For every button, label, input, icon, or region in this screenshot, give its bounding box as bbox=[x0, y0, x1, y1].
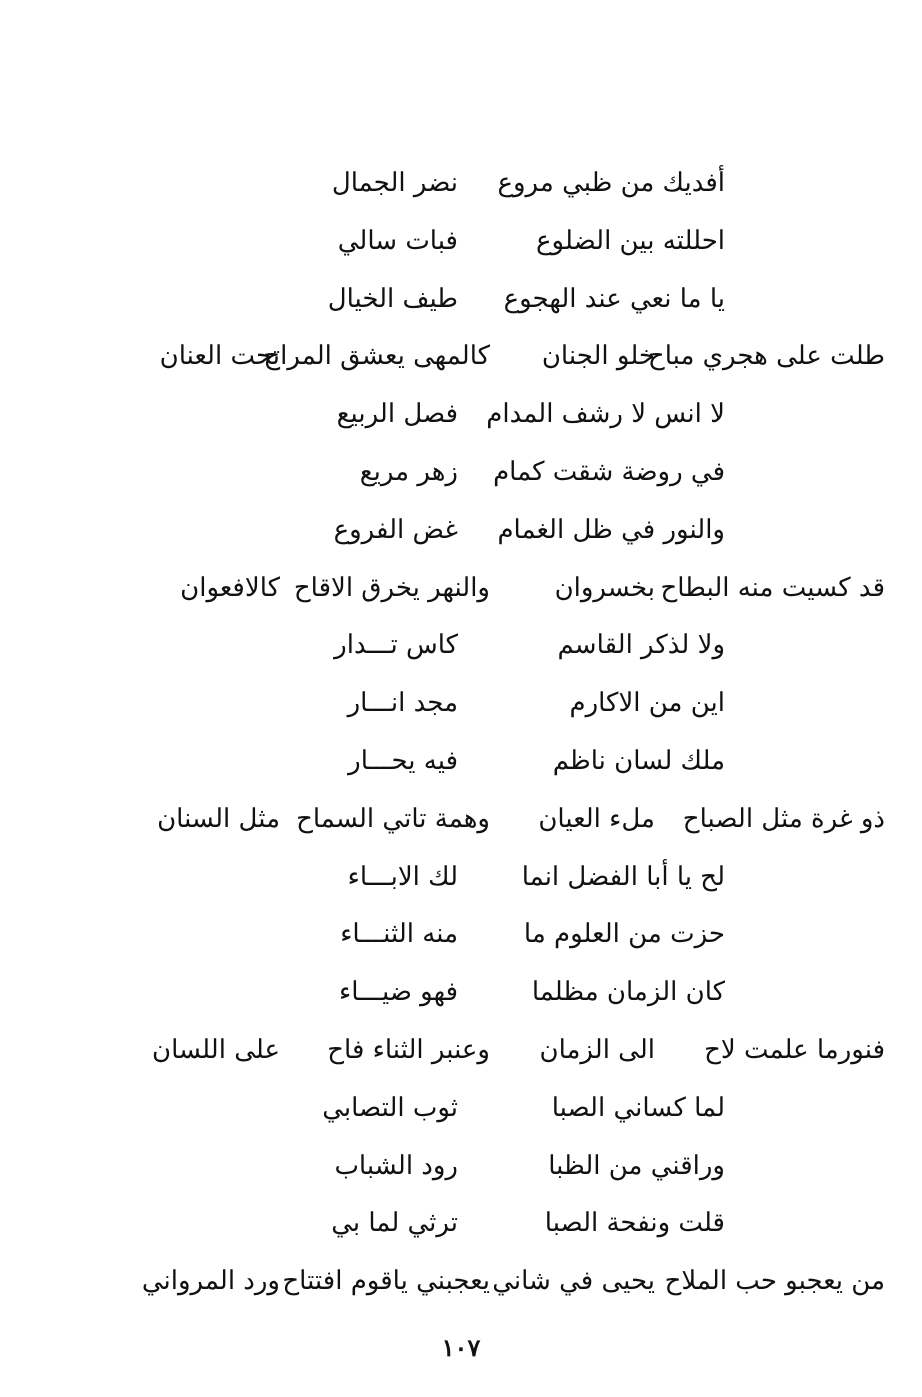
verse-segment: وعنبر الثناء فاح bbox=[327, 1035, 490, 1065]
verse-segment: طلت على هجري مباح bbox=[647, 341, 885, 372]
verse-segment: قلت ونفحة الصبا bbox=[544, 1208, 725, 1239]
verse-segment: وراقني من الظبا bbox=[548, 1150, 725, 1181]
verse-segment: زهر مريع bbox=[359, 457, 458, 487]
verse-segment: نضر الجمال bbox=[331, 168, 458, 198]
verse-segment: لما كساني الصبا bbox=[551, 1092, 725, 1123]
verse-segment: مجد انـــار bbox=[347, 688, 458, 719]
verse-segment: الى الزمان bbox=[539, 1035, 655, 1065]
verse-segment: فصل الربيع bbox=[336, 399, 458, 430]
verse-segment: فيه يحـــار bbox=[348, 746, 458, 776]
verse-segment: وهمة تاتي السماح bbox=[296, 803, 490, 834]
verse-segment: فنورما علمت لاح bbox=[704, 1035, 885, 1065]
verse-segment: قد كسيت منه البطاح bbox=[660, 572, 885, 603]
verse-segment: كالمهى يعشق المراح bbox=[263, 341, 490, 372]
verse-segment: يعجبني ياقوم افتتاح bbox=[282, 1266, 490, 1297]
verse-segment: يحيى في شاني bbox=[492, 1266, 655, 1297]
verse-segment: حزت من العلوم ما bbox=[523, 919, 725, 950]
verse-segment: غض الفروع bbox=[333, 514, 458, 545]
verse-segment: ولا لذكر القاسم bbox=[557, 630, 725, 661]
verse-segment: رود الشباب bbox=[334, 1150, 458, 1181]
verse-segment: يا ما نعي عند الهجوع bbox=[503, 283, 725, 314]
verse-segment: والنور في ظل الغمام bbox=[497, 514, 725, 545]
verse-segment: منه الثنـــاء bbox=[340, 919, 458, 950]
verse-segment: لح يا أبا الفضل انما bbox=[521, 861, 725, 892]
verse-segment: كان الزمان مظلما bbox=[531, 977, 725, 1008]
verse-segment: من يعجبو حب الملاح bbox=[664, 1266, 885, 1297]
verse-segment: في روضة شقت كمام bbox=[493, 457, 725, 487]
verse-segment: احللته بين الضلوع bbox=[536, 225, 725, 256]
verse-segment: ثوب التصابي bbox=[322, 1092, 458, 1123]
verse-segment: فبات سالي bbox=[337, 225, 458, 256]
verse-segment: أفديك من ظبي مروع bbox=[497, 168, 725, 198]
page-number: ١٠٧ bbox=[441, 1333, 481, 1362]
verse-segment: ترثي لما بي bbox=[331, 1208, 458, 1239]
verse-segment: طيف الخيال bbox=[327, 283, 458, 314]
verse-segment: مثل السنان bbox=[157, 803, 280, 834]
verse-segment: ملك لسان ناظم bbox=[552, 746, 725, 776]
verse-segment: فهو ضيـــاء bbox=[338, 977, 458, 1008]
verse-segment: كالافعوان bbox=[180, 572, 280, 603]
verse-segment: ذو غرة مثل الصباح bbox=[682, 803, 885, 834]
verse-segment: لك الابـــاء bbox=[347, 861, 458, 892]
verse-segment: كاس تـــدار bbox=[334, 630, 458, 661]
verse-segment: ملء العيان bbox=[538, 803, 655, 834]
verse-segment: ورد المرواني bbox=[141, 1266, 280, 1297]
verse-segment: بخسروان bbox=[554, 572, 655, 603]
verse-segment: على اللسان bbox=[151, 1035, 280, 1065]
verse-segment: اين من الاكارم bbox=[569, 688, 725, 719]
verse-segment: خلو الجنان bbox=[541, 341, 655, 372]
verse-segment: لا انس لا رشف المدام bbox=[486, 399, 725, 430]
verse-segment: والنهر يخرق الاقاح bbox=[293, 572, 490, 603]
verse-segment: تحت العنان bbox=[159, 341, 280, 372]
